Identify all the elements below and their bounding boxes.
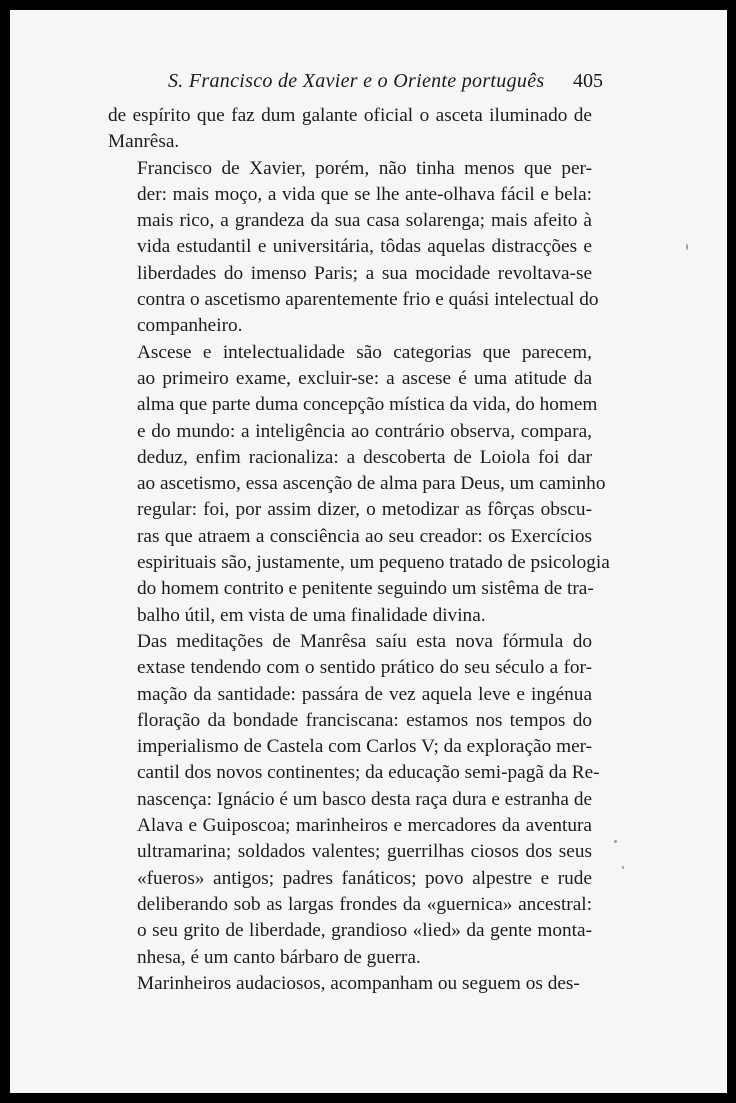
text-line: Alava e Guiposcoa; marinheiros e mercadores da aventura	[137, 815, 592, 837]
text-line: vida estudantil e universitária, tôdas aquelas distracções e	[137, 236, 592, 258]
text-line: de espírito que faz dum galante oficial o asceta iluminado de	[108, 105, 592, 126]
text-line: espirituais são, justamente, um pequeno tratado de psicologia	[137, 552, 610, 574]
paper-speck	[614, 840, 617, 843]
text-line: Francisco de Xavier, porém, não tinha menos que per-	[137, 157, 592, 179]
text-line: Ascese e intelectualidade são categorias que parecem,	[137, 341, 592, 363]
text-line: alma que parte duma concepção mística da vida, do homem	[137, 394, 598, 416]
text-line: contra o ascetismo aparentemente frio e quási intelectual do	[137, 289, 599, 311]
text-line: floração da bondade franciscana: estamos nos tempos do	[137, 709, 592, 731]
text-line: ao ascetismo, essa ascenção de alma para Deus, um caminho	[137, 473, 606, 495]
paper-speck	[622, 866, 624, 869]
text-line: o seu grito de liberdade, grandioso «lied» da gente monta-	[137, 920, 592, 942]
text-line: balho útil, em vista de uma finalidade divina.	[137, 604, 486, 626]
page-number: 405	[573, 70, 603, 92]
paragraph	[108, 340, 610, 629]
text-line: ultramarina; soldados valentes; guerrilhas ciosos dos seus	[137, 841, 592, 863]
text-line: do homem contrito e penitente seguindo um sistêma de tra-	[137, 578, 594, 600]
body-text	[108, 103, 610, 997]
text-line: ao primeiro exame, excluir-se: a ascese é uma atitude da	[137, 367, 592, 389]
text-line: cantil dos novos continentes; da educação semi-pagã da Re-	[137, 762, 600, 784]
text-line: nhesa, é um canto bárbaro de guerra.	[137, 946, 421, 968]
text-line: mais rico, a grandeza da sua casa solarenga; mais afeito à	[137, 210, 592, 232]
paper-speck	[686, 244, 688, 250]
paragraph	[108, 971, 592, 997]
book-page	[10, 10, 727, 1093]
text-line: Manrêsa.	[108, 131, 180, 153]
text-line: deliberando sob as largas frondes da «guernica» ancestral:	[137, 893, 592, 915]
text-line: extase tendendo com o sentido prático do seu século a for-	[137, 657, 592, 679]
running-title: S. Francisco de Xavier e o Oriente português	[168, 70, 545, 92]
text-line: deduz, enfim racionaliza: a descoberta de Loiola foi dar	[137, 446, 592, 468]
text-line: e do mundo: a inteligência ao contrário observa, compara,	[137, 420, 592, 442]
text-line: «fueros» antigos; padres fanáticos; povo alpestre e rude	[137, 867, 592, 889]
text-line: mação da santidade: passára de vez aquela leve e ingénua	[137, 683, 592, 705]
text-line: ras que atraem a consciência ao seu creador: os Exercícios	[137, 525, 592, 547]
paragraph	[108, 103, 592, 156]
page-header	[108, 70, 605, 100]
text-line: liberdades do imenso Paris; a sua mocidade revoltava-se	[137, 262, 592, 284]
paragraph	[108, 629, 600, 971]
text-line: Das meditações de Manrêsa saíu esta nova fórmula do	[137, 630, 592, 652]
text-line: imperialismo de Castela com Carlos V; da exploração mer-	[137, 736, 593, 758]
text-line: nascença: Ignácio é um basco desta raça dura e estranha de	[137, 788, 593, 810]
text-line: der: mais moço, a vida que se lhe ante-olhava fácil e bela:	[137, 183, 592, 205]
paragraph	[108, 156, 599, 340]
text-line: Marinheiros audaciosos, acompanham ou seguem os des-	[137, 972, 580, 994]
text-line: companheiro.	[137, 315, 243, 337]
text-line: regular: foi, por assim dizer, o metodizar as fôrças obscu-	[137, 499, 592, 521]
